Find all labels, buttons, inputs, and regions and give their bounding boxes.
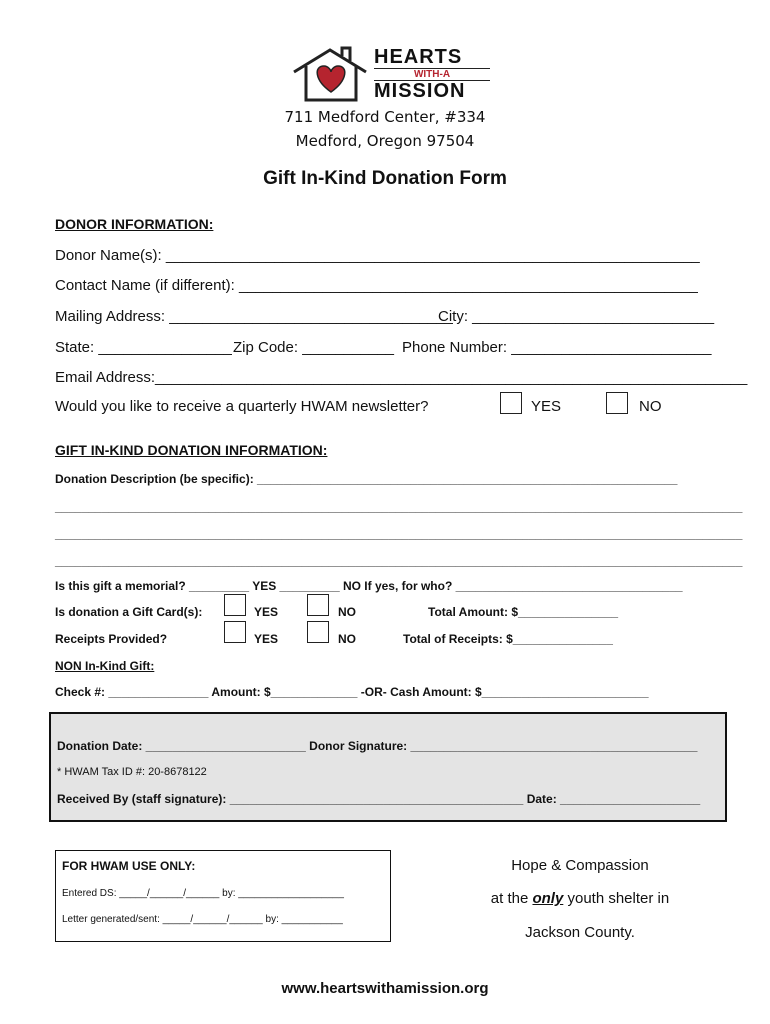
logo-mission: MISSION (374, 80, 466, 102)
tax-id-text: * HWAM Tax ID #: 20-8678122 (57, 766, 207, 778)
memorial-field[interactable]: Is this gift a memorial? _________ YES _________ NO If yes, for who? __________________________________ (55, 579, 683, 593)
slogan-pre: at the (490, 890, 533, 907)
state-field[interactable]: State: ________________ (55, 339, 232, 356)
description-line-3[interactable]: _______________________________________________________________________________________________________ (55, 527, 743, 541)
gift-card-label: Is donation a Gift Card(s): (55, 605, 203, 619)
gift-card-yes-checkbox[interactable] (224, 594, 246, 616)
address-line-1: 711 Medford Center, #334 (284, 108, 486, 126)
email-field[interactable]: Email Address:_______________________________________________________________________ (55, 369, 748, 386)
received-by-line[interactable]: Received By (staff signature): ____________________________________________ Date: _____________________ (57, 792, 701, 806)
slogan-emphasis: only (532, 890, 564, 907)
receipts-yes-checkbox[interactable] (224, 621, 246, 643)
newsletter-no-checkbox[interactable] (606, 392, 628, 414)
website-url[interactable]: www.heartswithamission.org (281, 980, 489, 997)
receipts-no-checkbox[interactable] (307, 621, 329, 643)
donation-description-field[interactable]: Donation Description (be specific): _______________________________________________________________ (55, 472, 678, 486)
donation-date-signature-line[interactable]: Donation Date: ________________________ Donor Signature: ___________________________________________ (57, 739, 698, 753)
city-field[interactable]: City: _____________________________ (438, 308, 715, 325)
newsletter-yes-checkbox[interactable] (500, 392, 522, 414)
donor-section-title: DONOR INFORMATION: (55, 216, 214, 232)
logo-with-a: WITH-A (374, 68, 490, 81)
newsletter-question: Would you like to receive a quarterly HWAM newsletter? (55, 398, 429, 415)
gift-card-no-label: NO (338, 605, 356, 619)
slogan-line-1: Hope & Compassion (511, 857, 649, 874)
mailing-address-field[interactable]: Mailing Address: __________________________________ (55, 308, 453, 325)
gift-card-yes-label: YES (254, 605, 279, 619)
entered-ds-line[interactable]: Entered DS: _____/______/______ by: ___________________ (62, 888, 344, 899)
hwam-logo (286, 44, 496, 104)
slogan-post: youth shelter in (563, 890, 670, 907)
total-receipts-field[interactable]: Total of Receipts: $_______________ (403, 632, 613, 646)
address-line-2: Medford, Oregon 97504 (295, 132, 475, 150)
contact-name-field[interactable]: Contact Name (if different): _______________________________________________________ (55, 277, 698, 294)
form-title: Gift In-Kind Donation Form (263, 168, 507, 189)
description-line-2[interactable]: _______________________________________________________________________________________________________ (55, 500, 743, 514)
house-heart-icon (286, 44, 376, 104)
newsletter-no-label: NO (639, 398, 662, 415)
receipts-yes-label: YES (254, 632, 279, 646)
letter-sent-line[interactable]: Letter generated/sent: _____/______/______ by: ___________ (62, 914, 343, 925)
donor-name-field[interactable]: Donor Name(s): ________________________________________________________________ (55, 247, 700, 264)
receipts-no-label: NO (338, 632, 356, 646)
non-inkind-label: NON In-Kind Gift: (55, 659, 155, 673)
phone-field[interactable]: Phone Number: ________________________ (402, 339, 712, 356)
gift-card-no-checkbox[interactable] (307, 594, 329, 616)
zip-field[interactable]: Zip Code: ___________ (233, 339, 394, 356)
office-use-title: FOR HWAM USE ONLY: (62, 859, 196, 873)
slogan-line-2 (470, 890, 690, 907)
slogan-line-3: Jackson County. (525, 924, 635, 941)
newsletter-yes-label: YES (531, 398, 562, 415)
logo-hearts: HEARTS (374, 46, 463, 68)
description-line-4[interactable]: _______________________________________________________________________________________________________ (55, 554, 743, 568)
total-amount-field[interactable]: Total Amount: $_______________ (428, 605, 619, 619)
receipts-label: Receipts Provided? (55, 632, 168, 646)
check-amount-line[interactable]: Check #: _______________ Amount: $_____________ -OR- Cash Amount: $_________________________ (55, 685, 649, 699)
gift-section-title: GIFT IN-KIND DONATION INFORMATION: (55, 442, 328, 458)
